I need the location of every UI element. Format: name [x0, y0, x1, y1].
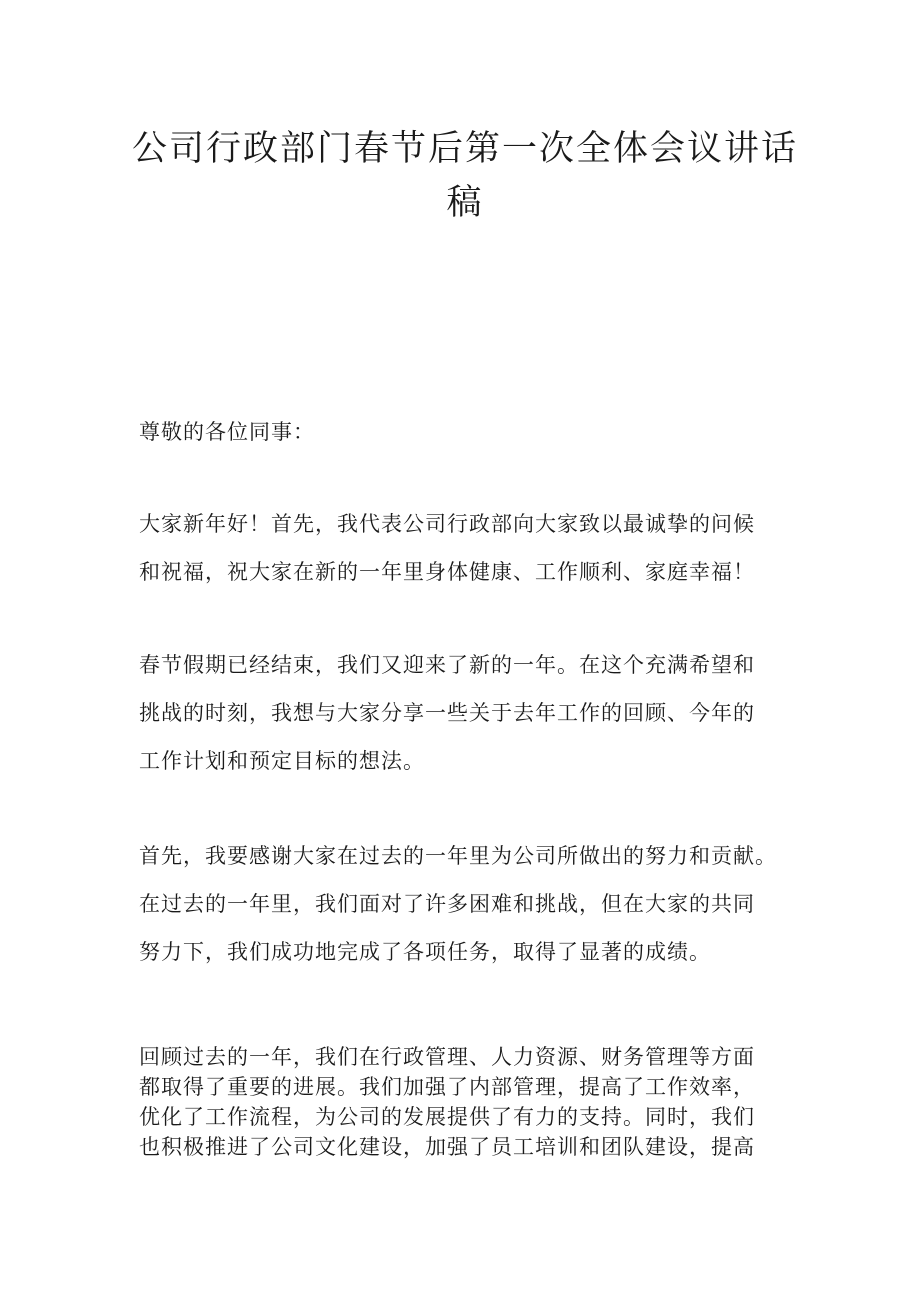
paragraph-line: 优化了工作流程，为公司的发展提供了有力的支持。同时，我们: [139, 1105, 755, 1129]
title-line: 公司行政部门春节后第一次全体会议讲话: [131, 129, 798, 169]
paragraph-line: 和祝福，祝大家在新的一年里身体健康、工作顺利、家庭幸福！: [139, 560, 755, 584]
paragraph-greeting: [139, 500, 819, 596]
paragraph-line: 回顾过去的一年，我们在行政管理、人力资源、财务管理等方面: [139, 1045, 755, 1069]
paragraph-line: 都取得了重要的进展。我们加强了内部管理，提高了工作效率，: [139, 1075, 755, 1099]
salutation-line: 尊敬的各位同事：: [139, 420, 315, 444]
document-title: [120, 122, 810, 230]
title-line: 稿: [446, 183, 484, 223]
paragraph-line: 春节假期已经结束，我们又迎来了新的一年。在这个充满希望和: [139, 653, 755, 677]
paragraph-line: 首先，我要感谢大家在过去的一年里为公司所做出的努力和贡献。: [139, 844, 777, 868]
paragraph-line: 挑战的时刻，我想与大家分享一些关于去年工作的回顾、今年的: [139, 701, 755, 725]
paragraph-line: 也积极推进了公司文化建设，加强了员工培训和团队建设，提高: [139, 1135, 755, 1159]
paragraph-line: 在过去的一年里，我们面对了许多困难和挑战，但在大家的共同: [139, 892, 755, 916]
paragraph-line: 工作计划和预定目标的想法。: [139, 749, 425, 773]
paragraph-line: 努力下，我们成功地完成了各项任务，取得了显著的成绩。: [139, 940, 711, 964]
paragraph-review: [139, 1042, 819, 1162]
salutation: [139, 408, 819, 456]
paragraph-thanks: [139, 832, 819, 976]
paragraph-line: 大家新年好！首先，我代表公司行政部向大家致以最诚挚的问候: [139, 512, 755, 536]
paragraph-new-year: [139, 641, 819, 785]
